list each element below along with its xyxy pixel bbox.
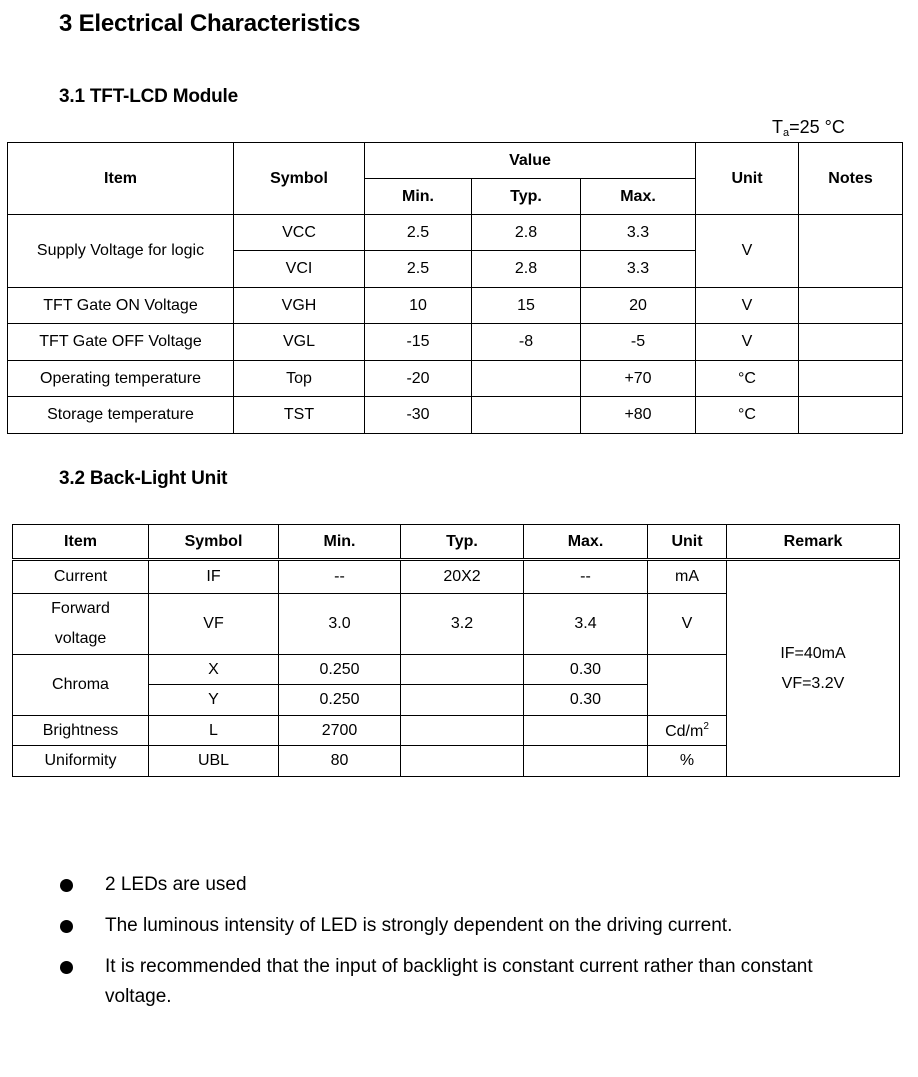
table-row: [8, 324, 903, 361]
header-item: Item: [13, 525, 149, 560]
cell-item: TFT Gate OFF Voltage: [8, 324, 234, 361]
bullet-icon: [60, 920, 73, 933]
cell-remark: [727, 560, 900, 777]
cell-max: -5: [581, 324, 696, 361]
header-min: Min.: [365, 179, 472, 215]
table-row: [13, 560, 900, 594]
cell-symbol: L: [149, 716, 279, 746]
ambient-temperature-condition: [772, 117, 845, 139]
cell-min: 3.0: [279, 594, 401, 655]
cell-min: 2.5: [365, 215, 472, 251]
cell-symbol: TST: [234, 397, 365, 434]
unit-superscript: 2: [703, 720, 709, 732]
cell-symbol: VF: [149, 594, 279, 655]
cell-max: 20: [581, 288, 696, 324]
cell-item: Uniformity: [13, 746, 149, 777]
note-text: It is recommended that the input of backlight is constant current rather than constant voltage.: [105, 956, 813, 1007]
condition-value: =25 °C: [789, 117, 845, 137]
cell-min: 2.5: [365, 251, 472, 288]
cell-item: Brightness: [13, 716, 149, 746]
cell-max: +80: [581, 397, 696, 434]
tft-lcd-table: [7, 142, 903, 434]
cell-item-line: voltage: [54, 630, 107, 647]
cell-unit: °C: [696, 397, 799, 434]
cell-unit: °C: [696, 361, 799, 397]
cell-notes: [799, 361, 903, 397]
header-remark: Remark: [727, 525, 900, 560]
cell-max: 3.3: [581, 251, 696, 288]
cell-item: TFT Gate ON Voltage: [8, 288, 234, 324]
condition-prefix: T: [772, 117, 783, 137]
table-header-row: [13, 525, 900, 560]
cell-symbol: VCI: [234, 251, 365, 288]
cell-item: Storage temperature: [8, 397, 234, 434]
cell-typ: 2.8: [472, 251, 581, 288]
cell-item: Supply Voltage for logic: [8, 215, 234, 288]
cell-notes: [799, 288, 903, 324]
cell-typ: [401, 746, 524, 777]
cell-min: 80: [279, 746, 401, 777]
cell-min: --: [279, 560, 401, 594]
cell-symbol: IF: [149, 560, 279, 594]
table-row: [8, 215, 903, 251]
note-text: 2 LEDs are used: [105, 874, 247, 895]
condition-subscript: a: [783, 127, 790, 139]
cell-max: [524, 746, 648, 777]
header-min: Min.: [279, 525, 401, 560]
cell-max: +70: [581, 361, 696, 397]
list-item: [60, 952, 860, 1012]
cell-symbol: VGH: [234, 288, 365, 324]
page-title: 3 Electrical Characteristics: [59, 10, 361, 37]
cell-symbol: Y: [149, 685, 279, 716]
cell-symbol: X: [149, 655, 279, 685]
cell-max: --: [524, 560, 648, 594]
header-value: Value: [365, 143, 696, 179]
table-row: [8, 288, 903, 324]
cell-unit: V: [696, 324, 799, 361]
unit-text: Cd/m: [665, 722, 704, 740]
table-header-row: [8, 143, 903, 179]
remark-line: IF=40mA: [780, 644, 846, 662]
cell-item: Current: [13, 560, 149, 594]
cell-typ: [401, 685, 524, 716]
header-unit: Unit: [696, 143, 799, 215]
cell-typ: 20X2: [401, 560, 524, 594]
cell-unit: V: [696, 288, 799, 324]
cell-notes: [799, 397, 903, 434]
cell-min: 2700: [279, 716, 401, 746]
table-row: [8, 397, 903, 434]
section-heading-tft-lcd: 3.1 TFT-LCD Module: [59, 86, 239, 107]
header-notes: Notes: [799, 143, 903, 215]
header-symbol: Symbol: [234, 143, 365, 215]
cell-max: [524, 716, 648, 746]
cell-typ: [472, 397, 581, 434]
table-row: [8, 361, 903, 397]
cell-unit: %: [648, 746, 727, 777]
remark-line: VF=3.2V: [781, 674, 845, 692]
cell-symbol: VGL: [234, 324, 365, 361]
cell-min: -20: [365, 361, 472, 397]
cell-symbol: UBL: [149, 746, 279, 777]
cell-min: 0.250: [279, 655, 401, 685]
cell-symbol: Top: [234, 361, 365, 397]
list-item: [60, 870, 860, 900]
cell-typ: [401, 716, 524, 746]
cell-min: 10: [365, 288, 472, 324]
cell-typ: -8: [472, 324, 581, 361]
cell-max: 3.3: [581, 215, 696, 251]
cell-symbol: VCC: [234, 215, 365, 251]
cell-item: [13, 594, 149, 655]
cell-item-line: Forward: [51, 600, 110, 617]
header-unit: Unit: [648, 525, 727, 560]
back-light-table: [12, 524, 900, 777]
cell-max: 3.4: [524, 594, 648, 655]
cell-max: 0.30: [524, 655, 648, 685]
header-item: Item: [8, 143, 234, 215]
note-text: The luminous intensity of LED is strongly dependent on the driving current.: [105, 915, 733, 936]
cell-max: 0.30: [524, 685, 648, 716]
list-item: [60, 911, 860, 941]
cell-typ: 2.8: [472, 215, 581, 251]
cell-notes: [799, 215, 903, 288]
cell-unit: V: [648, 594, 727, 655]
cell-min: -30: [365, 397, 472, 434]
header-typ: Typ.: [401, 525, 524, 560]
cell-item: Operating temperature: [8, 361, 234, 397]
cell-unit: [648, 716, 727, 746]
header-max: Max.: [524, 525, 648, 560]
cell-item: Chroma: [13, 655, 149, 716]
cell-unit: mA: [648, 560, 727, 594]
cell-unit: V: [696, 215, 799, 288]
notes-list: [60, 870, 860, 1023]
cell-min: -15: [365, 324, 472, 361]
header-symbol: Symbol: [149, 525, 279, 560]
cell-typ: 3.2: [401, 594, 524, 655]
bullet-icon: [60, 879, 73, 892]
cell-typ: [472, 361, 581, 397]
cell-typ: [401, 655, 524, 685]
cell-typ: 15: [472, 288, 581, 324]
header-typ: Typ.: [472, 179, 581, 215]
cell-unit: [648, 655, 727, 716]
cell-notes: [799, 324, 903, 361]
bullet-icon: [60, 961, 73, 974]
cell-min: 0.250: [279, 685, 401, 716]
header-max: Max.: [581, 179, 696, 215]
section-heading-back-light: 3.2 Back-Light Unit: [59, 468, 228, 489]
